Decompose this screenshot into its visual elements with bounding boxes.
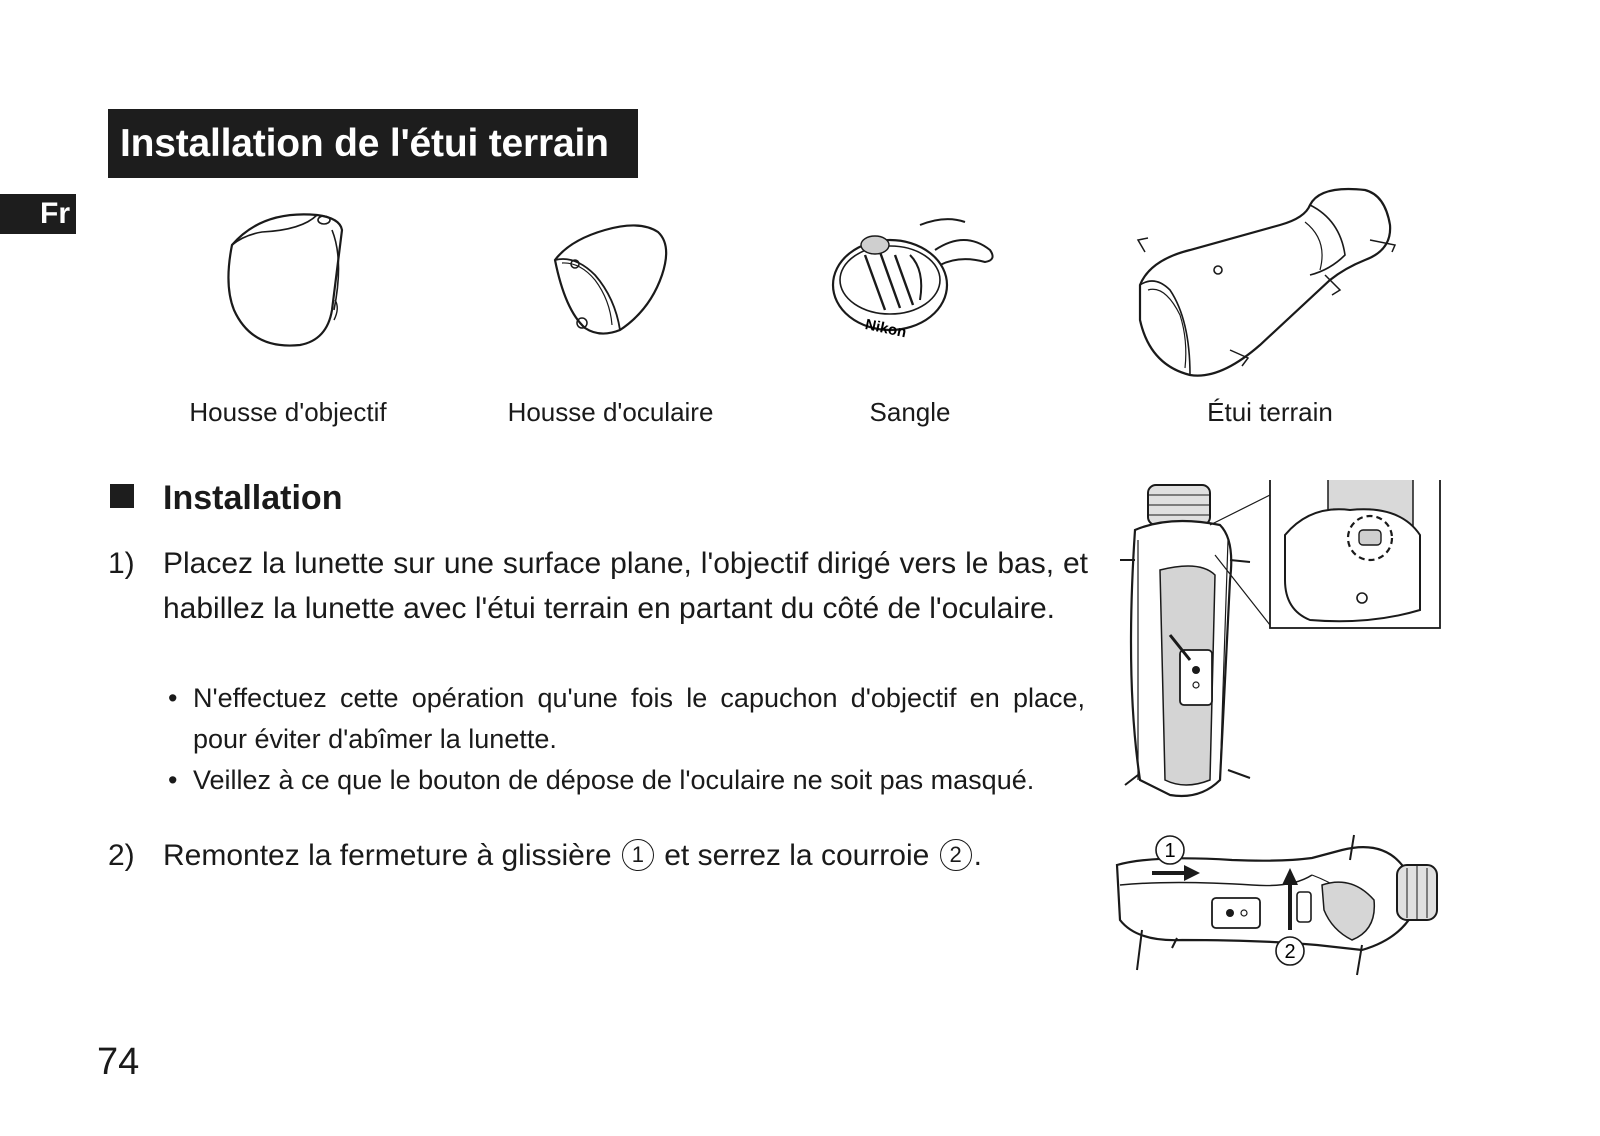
step-2-text-a: Remontez la fermeture à glissière bbox=[163, 839, 612, 872]
note-text-1: N'effectuez cette opération qu'une fois le capuchon d'objectif en place, pour éviter d'abîmer la lunette. bbox=[193, 683, 1085, 754]
circled-number-1: 1 bbox=[622, 839, 654, 871]
step-2-text-b: et serrez la courroie bbox=[664, 839, 930, 872]
strap-label: Sangle bbox=[869, 397, 951, 427]
step-2-illustration bbox=[1112, 830, 1447, 995]
strap-illustration bbox=[825, 210, 1005, 355]
section-square-icon bbox=[110, 484, 134, 508]
step-2 bbox=[108, 833, 1088, 883]
page-number: 74 bbox=[97, 1041, 140, 1083]
step-2-number: 2) bbox=[108, 839, 135, 872]
note-item bbox=[163, 678, 1085, 760]
objective-cover-illustration bbox=[222, 190, 352, 360]
step-1-illustration bbox=[1110, 480, 1480, 830]
field-case-illustration bbox=[1130, 180, 1405, 385]
circled-number-2: 2 bbox=[940, 839, 972, 871]
step-1-text: Placez la lunette sur une surface plane, l'objectif dirigé vers le bas, et habillez la lunette avec l'étui terrain en partant du côté de l'oculaire. bbox=[163, 547, 1088, 625]
bullet-icon: • bbox=[168, 765, 178, 795]
section-title: Installation bbox=[163, 479, 343, 517]
callout-2: 2 bbox=[1284, 941, 1296, 963]
objective-cover-label: Housse d'objectif bbox=[189, 397, 387, 427]
step-1-number: 1) bbox=[108, 547, 135, 580]
step-2-text bbox=[163, 833, 1088, 878]
note-text-2: Veillez à ce que le bouton de dépose de l'oculaire ne soit pas masqué. bbox=[193, 765, 1035, 795]
step-2-text-c: . bbox=[973, 839, 983, 872]
step-1-notes bbox=[163, 678, 1085, 801]
page-title: Installation de l'étui terrain bbox=[108, 109, 638, 178]
step-1 bbox=[108, 541, 1088, 676]
field-case-label: Étui terrain bbox=[1207, 397, 1333, 427]
callout-1: 1 bbox=[1164, 840, 1176, 862]
eyepiece-cover-label: Housse d'oculaire bbox=[507, 397, 714, 427]
eyepiece-cover-illustration bbox=[550, 220, 675, 345]
note-item bbox=[163, 760, 1085, 801]
language-tab: Fr bbox=[0, 194, 76, 234]
bullet-icon: • bbox=[168, 683, 178, 713]
strap-brand-label: Nikon bbox=[863, 316, 908, 342]
